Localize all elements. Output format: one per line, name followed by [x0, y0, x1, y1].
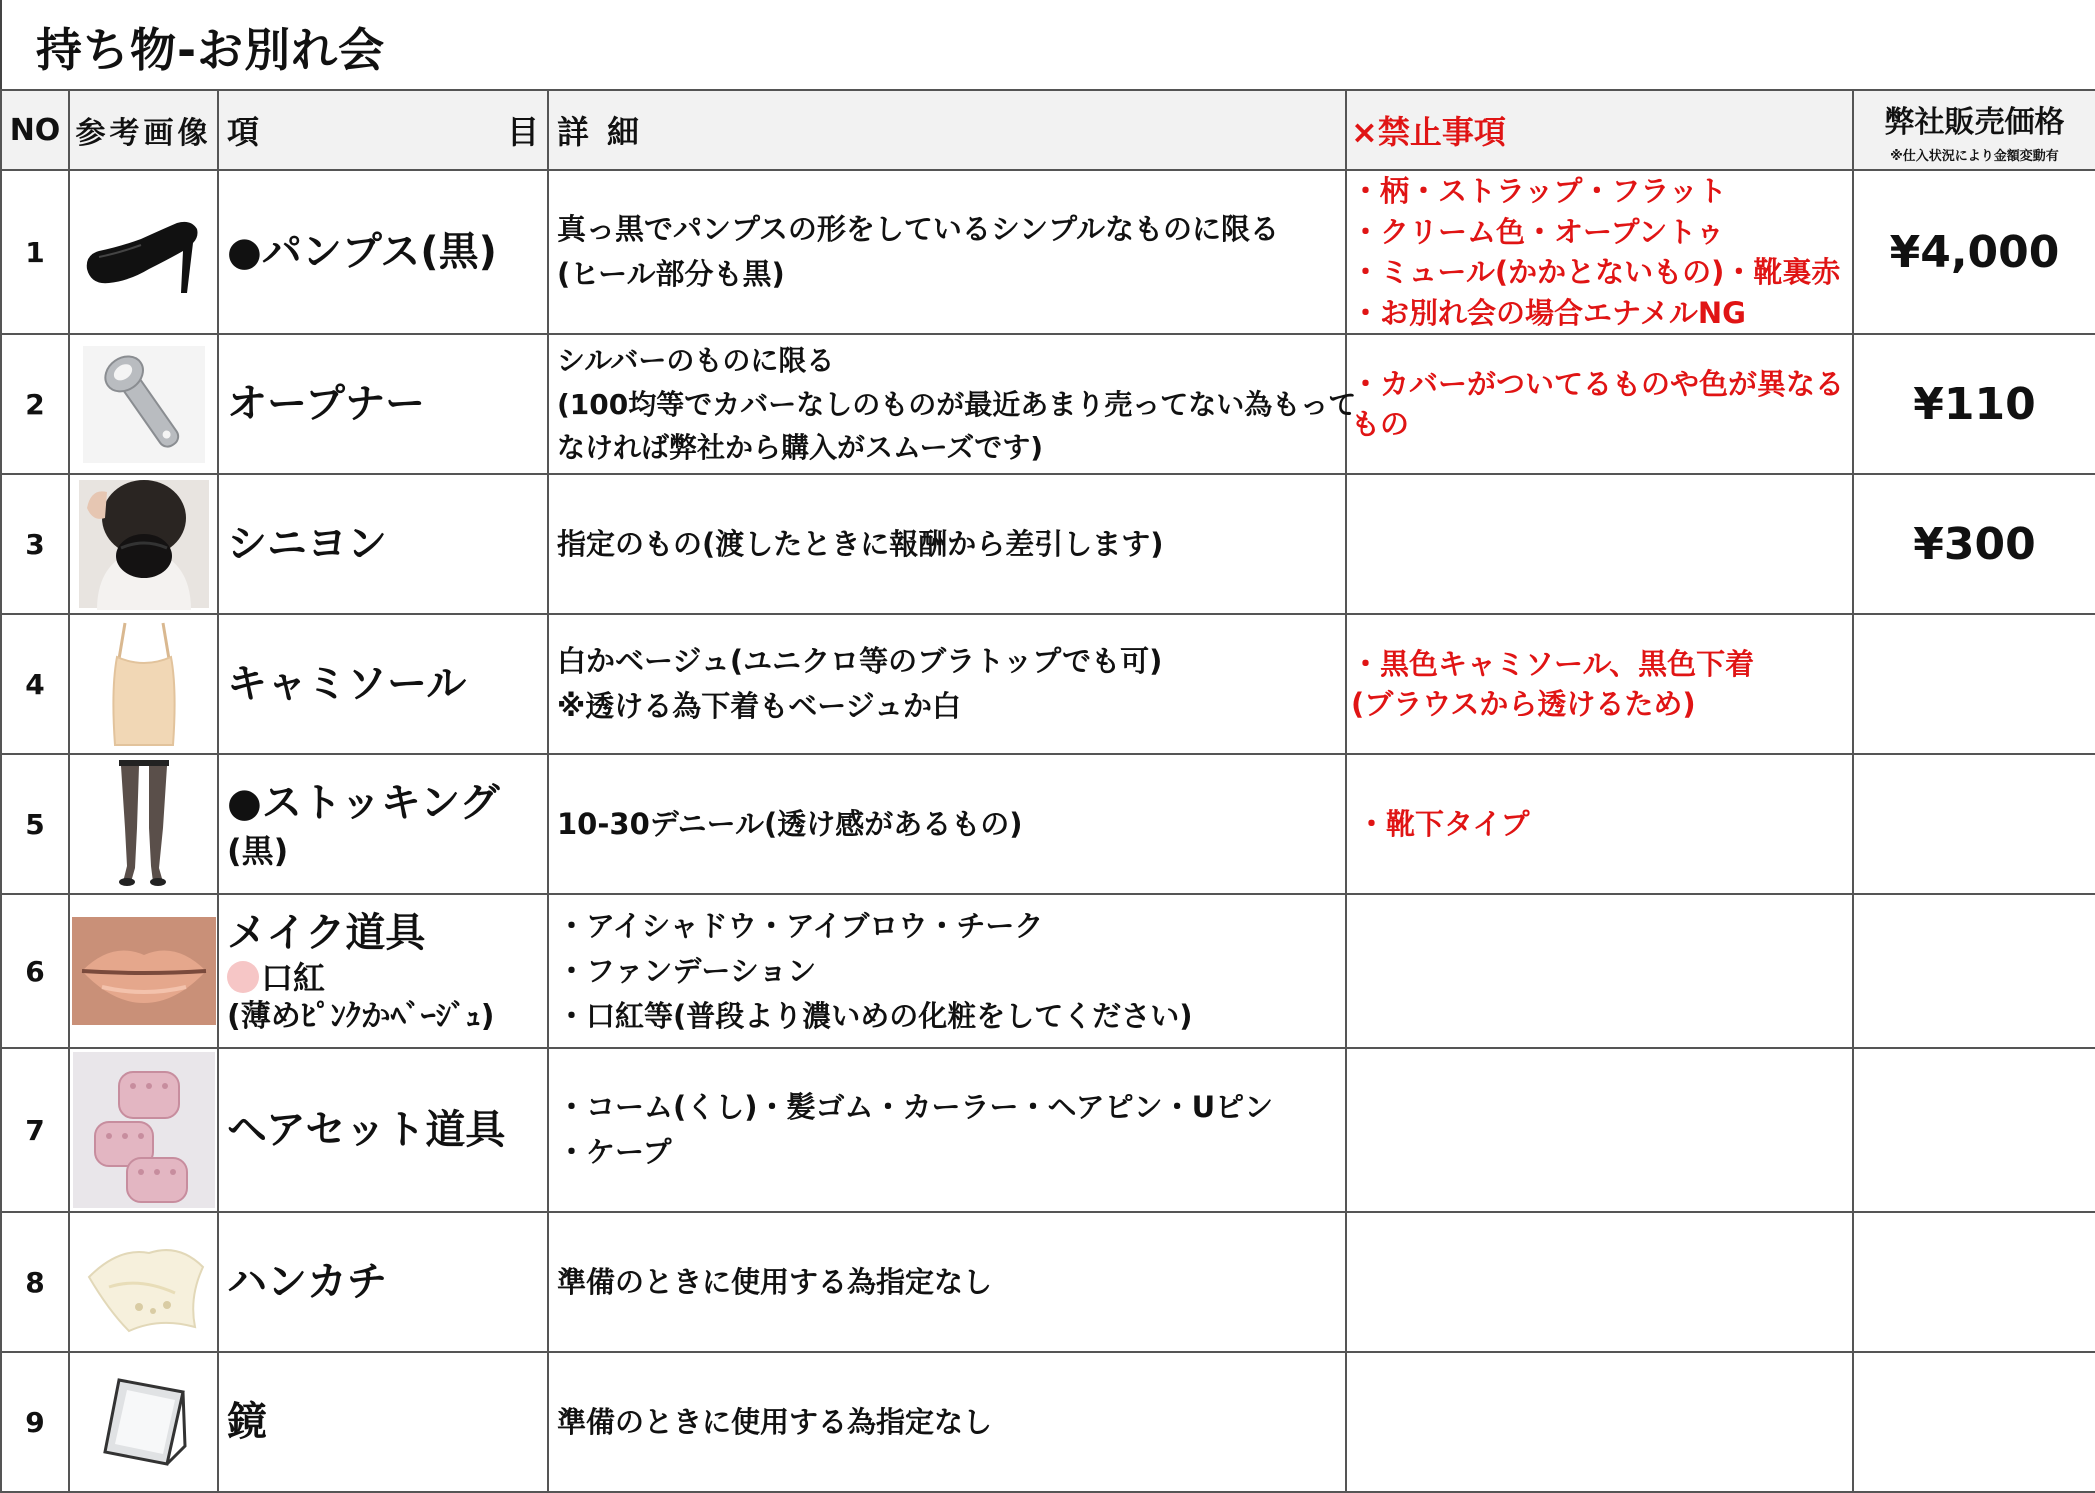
table-row	[1, 1352, 2095, 1492]
item-detail: 白かベージュ(ユニクロ等のブラトップでも可) ※透ける為下着もベージュか白	[548, 614, 1346, 754]
item-name: メイク道具 口紅 (薄めﾋﾟﾝｸかﾍﾞｰｼﾞｭ)	[218, 894, 548, 1048]
item-name: ハンカチ	[218, 1212, 548, 1352]
item-price: ¥300	[1853, 474, 2095, 614]
header-detail: 詳細	[548, 90, 1346, 170]
stockings-image	[69, 754, 218, 894]
table-row	[1, 1212, 2095, 1352]
item-detail: シルバーのものに限る (100均等でカバーなしのものが最近あまり売ってない為もって なければ弊社から購入がスムーズです)	[548, 334, 1346, 474]
item-name-sub: (黒)	[227, 831, 289, 870]
item-name: ●パンプス(黒)	[218, 170, 548, 334]
header-item-right: 目	[506, 113, 539, 151]
item-name: オープナー	[218, 334, 548, 474]
handkerchief-image	[69, 1212, 218, 1352]
table-row	[1, 474, 2095, 614]
camisole-image	[69, 614, 218, 754]
table-row	[1, 334, 2095, 474]
item-name-sub: 口紅	[227, 958, 547, 998]
item-prohibited	[1346, 894, 1853, 1048]
item-name: シニヨン	[218, 474, 548, 614]
item-price: ¥4,000	[1853, 170, 2095, 334]
item-detail: ・コーム(くし)・髪ゴム・カーラー・ヘアピン・Uピン ・ケープ	[548, 1048, 1346, 1212]
item-price	[1853, 1048, 2095, 1212]
item-price	[1853, 754, 2095, 894]
item-prohibited	[1346, 1048, 1853, 1212]
item-detail: 10-30デニール(透け感があるもの)	[548, 754, 1346, 894]
item-prohibited: ・靴下タイプ	[1346, 754, 1853, 894]
header-item	[218, 90, 548, 170]
hair-curlers-image	[69, 1048, 218, 1212]
header-price-note: ※仕入状況により金額変動有	[1890, 148, 2059, 164]
item-name: ●ストッキング (黒)	[218, 754, 548, 894]
row-no: 9	[1, 1352, 69, 1492]
pink-dot-icon	[227, 961, 259, 993]
item-prohibited	[1346, 1352, 1853, 1492]
title-bar	[0, 0, 2095, 89]
mirror-image	[69, 1352, 218, 1492]
item-detail: 指定のもの(渡したときに報酬から差引します)	[548, 474, 1346, 614]
item-detail: ・アイシャドウ・アイブロウ・チーク ・ファンデーション ・口紅等(普段より濃いめの化粧をしてください)	[548, 894, 1346, 1048]
item-price	[1853, 894, 2095, 1048]
item-name: キャミソール	[218, 614, 548, 754]
table-row	[1, 1048, 2095, 1212]
header-ref-image: 参考画像	[69, 90, 218, 170]
header-item-left: 項	[227, 113, 260, 151]
header-row	[1, 90, 2095, 170]
item-detail: 準備のときに使用する為指定なし	[548, 1352, 1346, 1492]
row-no: 3	[1, 474, 69, 614]
header-price	[1853, 90, 2095, 170]
chignon-image	[69, 474, 218, 614]
item-detail: 真っ黒でパンプスの形をしているシンプルなものに限る (ヒール部分も黒)	[548, 170, 1346, 334]
table-row	[1, 754, 2095, 894]
item-prohibited: ・柄・ストラップ・フラット ・クリーム色・オープントゥ ・ミュール(かかとないもの)・靴裏赤 ・お別れ会の場合エナメルNG	[1346, 170, 1853, 334]
items-table	[0, 89, 2095, 1493]
row-no: 8	[1, 1212, 69, 1352]
item-prohibited: ・カバーがついてるものや色が異なる もの	[1346, 334, 1853, 474]
item-prohibited	[1346, 1212, 1853, 1352]
row-no: 1	[1, 170, 69, 334]
item-name: 鏡	[218, 1352, 548, 1492]
item-prohibited	[1346, 474, 1853, 614]
page-title: 持ち物-お別れ会	[36, 23, 386, 77]
row-no: 6	[1, 894, 69, 1048]
item-price	[1853, 614, 2095, 754]
header-prohibited: ×禁止事項	[1346, 90, 1853, 170]
table-row	[1, 614, 2095, 754]
item-name: ヘアセット道具	[218, 1048, 548, 1212]
row-no: 2	[1, 334, 69, 474]
row-no: 5	[1, 754, 69, 894]
bottle-opener-image	[69, 334, 218, 474]
row-no: 4	[1, 614, 69, 754]
header-no: NO	[1, 90, 69, 170]
row-no: 7	[1, 1048, 69, 1212]
item-price	[1853, 1352, 2095, 1492]
item-name-note: (薄めﾋﾟﾝｸかﾍﾞｰｼﾞｭ)	[227, 998, 495, 1034]
item-price: ¥110	[1853, 334, 2095, 474]
table-row	[1, 170, 2095, 334]
item-price	[1853, 1212, 2095, 1352]
table-row	[1, 894, 2095, 1048]
black-pumps-image	[69, 170, 218, 334]
item-prohibited: ・黒色キャミソール、黒色下着 (ブラウスから透けるため)	[1346, 614, 1853, 754]
lips-image	[69, 894, 218, 1048]
item-detail: 準備のときに使用する為指定なし	[548, 1212, 1346, 1352]
header-price-label: 弊社販売価格	[1884, 104, 2065, 140]
